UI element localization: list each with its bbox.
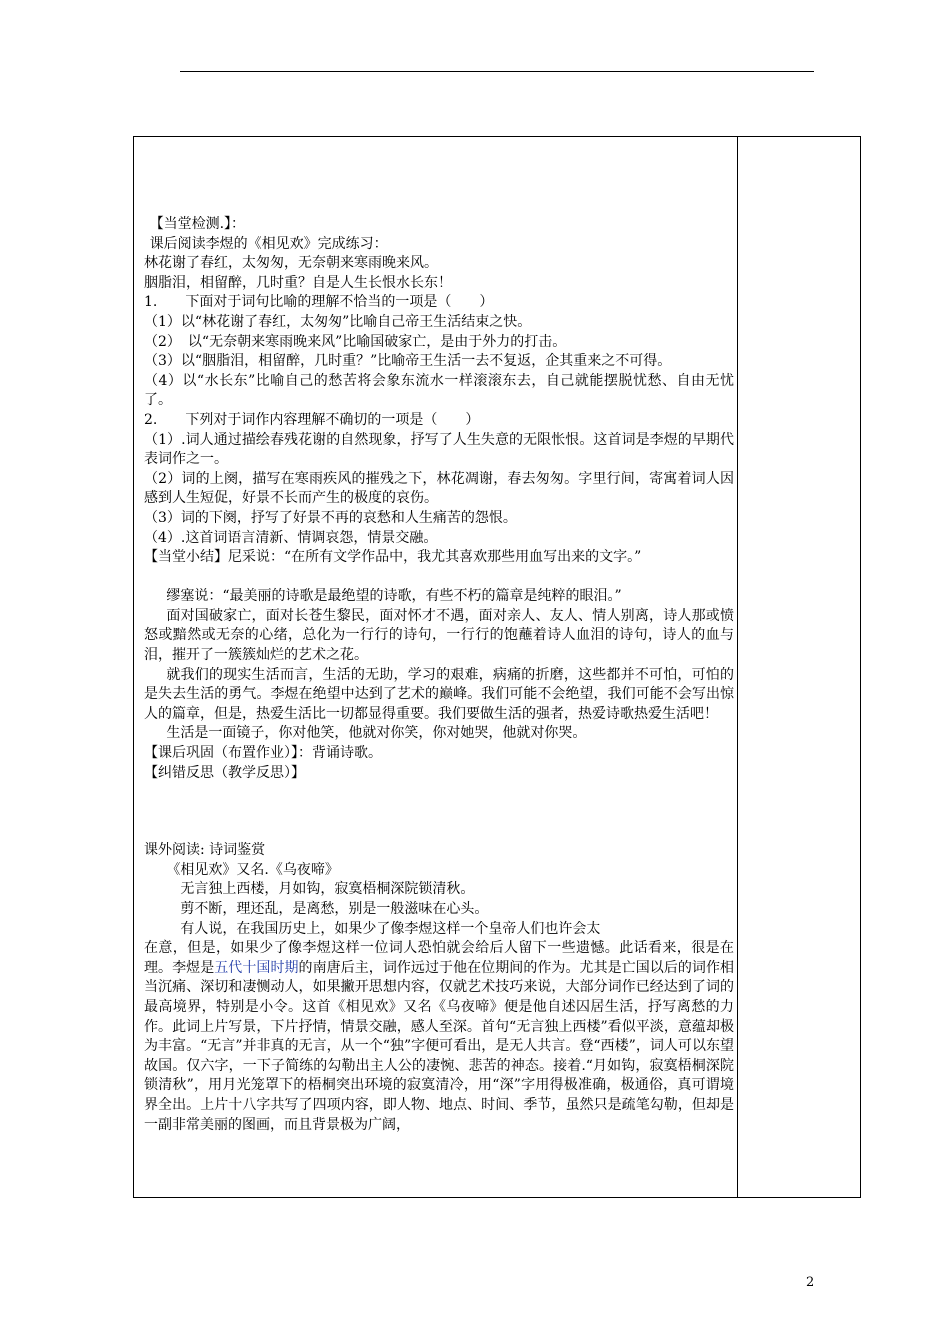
reading-heading: 课外阅读: 诗词鉴赏 bbox=[144, 842, 266, 859]
question-option: （4）以“水长东”比喻自己的愁苦将会象东流水一样滚滚东去，自己就能摆脱忧愁、自由无忧了。 bbox=[144, 372, 734, 409]
question-option: （3）以“胭脂泪，相留醉，几时重？”比喻帝王生活一去不复返，企其重来之不可得。 bbox=[144, 353, 672, 370]
summary-paragraph: 生活是一面镜子，你对他笑，他就对你笑，你对她哭，他就对你哭。 bbox=[166, 725, 587, 742]
question-option: （1）以“林花谢了春红，太匆匆”比喻自己帝王生活结束之快。 bbox=[144, 313, 532, 330]
reading-paragraph-lead: 有人说，在我国历史上，如果少了像李煜这样一个皇帝人们也许会太 bbox=[180, 920, 601, 937]
poem-line: 林花谢了春红，太匆匆，无奈朝来寒雨晚来风。 bbox=[144, 255, 438, 272]
reflection-heading: 【纠错反思（教学反思）】 bbox=[144, 764, 305, 781]
question-2: 2. 下列对于词作内容理解不确切的一项是（ ） bbox=[144, 411, 480, 428]
lesson-table bbox=[133, 136, 861, 1198]
question-option: （4）.这首词语言清新、情调哀怨，情景交融。 bbox=[144, 529, 438, 546]
homework-block bbox=[144, 744, 734, 764]
question-option: （3）词的下阕，抒写了好景不再的哀愁和人生痛苦的怨恨。 bbox=[144, 509, 517, 526]
summary-quote: 尼采说：“在所有文学作品中，我尤其喜欢那些用血写出来的文字。” bbox=[228, 549, 642, 566]
check-heading: 【当堂检测.】： bbox=[149, 216, 246, 232]
question-1: 1. 下面对于词句比喻的理解不恰当的一项是（ ） bbox=[144, 294, 494, 311]
reading-poem-line: 无言独上西楼，月如钩，寂寞梧桐深院锁清秋。 bbox=[180, 881, 475, 898]
summary-paragraph: 就我们的现实生活而言，生活的无助，学习的艰难，病痛的折磨，这些都并不可怕，可怕的是失去生活的勇气。李煜在绝望中达到了艺术的巅峰。我们可能不会绝望，我们可能不会写出惊人的篇章，但是，热爱生活比一切都显得重要。我们要做生活的强者，热爱诗歌热爱生活吧！ bbox=[144, 666, 734, 722]
homework-text: 背诵诗歌。 bbox=[312, 745, 382, 762]
reading-title: 《相见欢》又名.《乌夜啼》 bbox=[166, 861, 339, 878]
poem-line: 胭脂泪，相留醉，几时重？自是人生长恨水长东！ bbox=[144, 274, 452, 291]
reading-paragraph: 在意，但是，如果少了像李煜这样一位词人恐怕就会给后人留下一些遗憾。此话看来，很是在理。李煜是五代十国时期的南唐后主，词作远过于他在位期间的作为。尤其是亡国以后的词作相当沉痛、深切和凄恻动人，如果撇开思想内容，仅就艺术技巧来说，大部分词作已经达到了词的最高境界，特别是小令。这首《相见欢》又名《乌夜啼》便是他自述囚居生活，抒写离愁的力作。此词上片写景，下片抒情，情景交融，感人至深。首句“无言独上西楼”看似平淡，意蕴却极为丰富。“无言”并非真的无言，从一个“独”字便可看出，是无人共言。登“西楼”，词人可以东望故国。仅六字，一下子简练的勾勒出主人公的凄惋、悲苦的神态。接着.“月如钩，寂寞梧桐深院锁清秋”，用月光笼罩下的梧桐突出环境的寂寞清冷，用“深”字用得极准确，极通俗，真可谓境界全出。上片十八字共写了四项内容，即人物、地点、时间、季节，虽然只是疏笔勾勒，但却是一副非常美丽的图画，而且背景极为广阔， bbox=[144, 940, 735, 1133]
reading-poem-line: 剪不断，理还乱，是离愁，别是一般滋味在心头。 bbox=[180, 901, 489, 917]
check-intro: 课后阅读李煜的《相见欢》完成练习： bbox=[149, 235, 388, 252]
question-option: （1）.词人通过描绘春残花谢的自然现象，抒写了人生失意的无限怅恨。这首词是李煜的早期代表词作之一。 bbox=[144, 431, 734, 468]
summary-heading: 【当堂小结】 bbox=[144, 549, 228, 566]
page-number: 2 bbox=[806, 1275, 815, 1290]
homework-heading: 【课后巩固（布置作业）】： bbox=[144, 745, 312, 762]
main-content-cell bbox=[144, 215, 734, 1135]
column-divider bbox=[737, 137, 738, 1197]
summary-block bbox=[144, 548, 734, 568]
header-rule bbox=[180, 71, 814, 72]
summary-quote: 缪塞说：“最美丽的诗歌是最绝望的诗歌，有些不朽的篇章是纯粹的眼泪。” bbox=[166, 588, 622, 605]
question-option: （2） 以“无奈朝来寒雨晚来风”比喻国破家亡，是由于外力的打击。 bbox=[144, 333, 567, 350]
era-link[interactable]: 五代十国时期 bbox=[214, 959, 299, 976]
question-option: （2）词的上阕，描写在寒雨疾风的摧残之下，林花凋谢，春去匆匆。字里行间，寄寓着词人因感到人生短促，好景不长而产生的极度的哀伤。 bbox=[144, 470, 734, 507]
summary-paragraph: 面对国破家亡，面对长苍生黎民，面对怀才不遇，面对亲人、友人、情人别离，诗人那或愤怒或黯然或无奈的心绪，总化为一行行的诗句，一行行的饱蘸着诗人血泪的诗句，诗人的血与泪，摧开了一簇簇灿烂的艺术之花。 bbox=[144, 607, 734, 664]
